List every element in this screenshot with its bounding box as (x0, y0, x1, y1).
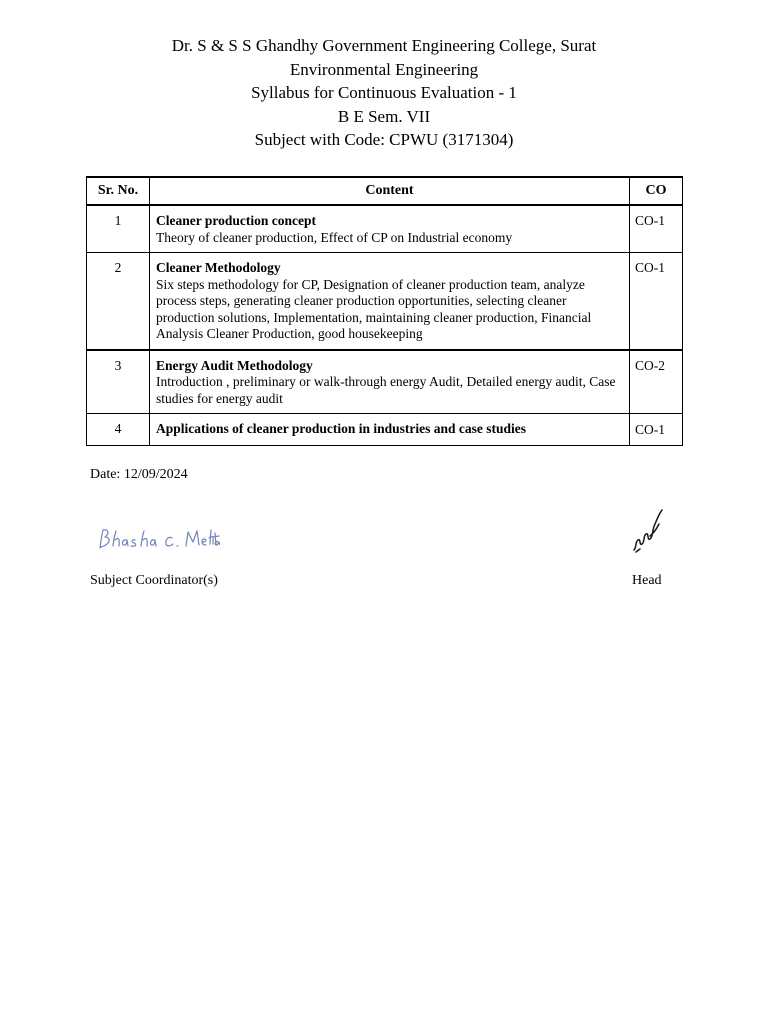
sr-no-cell: 1 (87, 205, 150, 253)
co-cell: CO-1 (630, 205, 683, 253)
topic-title: Cleaner production concept (156, 213, 316, 228)
department-name: Environmental Engineering (289, 59, 479, 79)
co-cell: CO-2 (630, 350, 683, 414)
co-cell: CO-1 (630, 414, 683, 446)
content-cell (150, 253, 630, 350)
coordinator-signature (96, 520, 220, 558)
content-cell (150, 414, 630, 446)
syllabus-table (86, 176, 683, 446)
table-row (87, 205, 683, 253)
head-signature (628, 506, 668, 556)
subject-code: Subject with Code: CPWU (3171304) (254, 130, 514, 149)
content-cell (150, 350, 630, 414)
syllabus-title: Syllabus for Continuous Evaluation - 1 (251, 83, 517, 102)
topic-description: Theory of cleaner production, Effect of CP on Industrial economy (156, 229, 513, 245)
topic-title: Cleaner Methodology (156, 260, 281, 275)
subject-coordinator-label: Subject Coordinator(s) (90, 573, 218, 588)
header-sr-no: Sr. No. (87, 177, 150, 205)
sr-no-cell: 3 (87, 350, 150, 414)
table-header-row (87, 177, 683, 205)
header-content: Content (150, 177, 630, 205)
sr-no-cell: 4 (87, 414, 150, 446)
document-header (0, 34, 768, 152)
sr-no-cell: 2 (87, 253, 150, 350)
topic-description: Six steps methodology for CP, Designation of cleaner production team, analyze process steps, generating cleaner production opportunities, selecting cleaner production solutions, Implementation, maintaining cleaner production, Financial Analysis Cleaner Production, good housekeeping (156, 276, 592, 341)
co-cell: CO-1 (630, 253, 683, 350)
table-row (87, 350, 683, 414)
topic-description: Introduction , preliminary or walk-through energy Audit, Detailed energy audit, Case studies for energy audit (156, 374, 616, 406)
topic-title: Applications of cleaner production in industries and case studies (156, 421, 527, 436)
header-co: CO (630, 177, 683, 205)
topic-title: Energy Audit Methodology (156, 357, 313, 373)
table-row (87, 253, 683, 350)
semester-label: B E Sem. VII (337, 106, 431, 126)
content-cell (150, 205, 630, 253)
college-name: Dr. S & S S Ghandhy Government Engineering College, Surat (171, 36, 597, 55)
table-row (87, 414, 683, 446)
document-date: Date: 12/09/2024 (90, 467, 188, 482)
head-label: Head (632, 573, 662, 588)
